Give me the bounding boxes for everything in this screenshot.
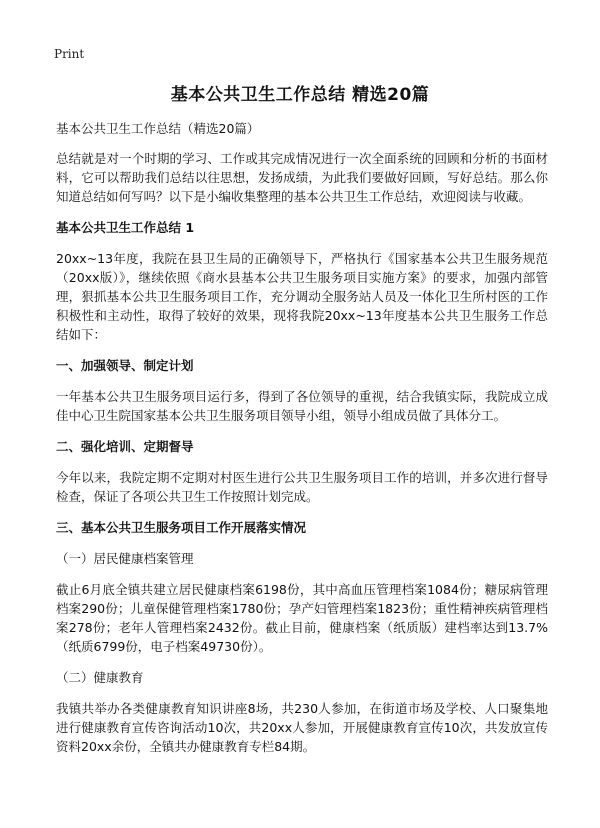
subheading-health-education: （二）健康教育 xyxy=(56,670,144,685)
heading-leadership: 一、加强领导、制定计划 xyxy=(56,358,194,373)
section-1-title: 基本公共卫生工作总结 1 xyxy=(56,220,195,235)
health-records-paragraph: 截止6月底全镇共建立居民健康档案6198份，其中高血压管理档案1084份；糖尿病管理档案290份；儿童保健管理档案1780份；孕产妇管理档案1823份；重性精神疾病管理档案278份；老年人管理档案2432份。截止目前，健康档案（纸质版）建档率达到13.7%（纸质6799份，电子档案49730份）。 xyxy=(56,582,548,654)
page-title: 基本公共卫生工作总结 精选20篇 xyxy=(170,85,430,105)
document-body xyxy=(56,119,548,768)
leadership-paragraph: 一年基本公共卫生服务项目运行多，得到了各位领导的重视，结合我镇实际，我院成立成佳中心卫生院国家基本公共卫生服务项目领导小组，领导小组成员做了具体分工。 xyxy=(56,389,548,423)
document-subtitle: 基本公共卫生工作总结（精选20篇） xyxy=(56,121,260,136)
subheading-health-records: （一）居民健康档案管理 xyxy=(56,551,194,566)
health-education-paragraph: 我镇共举办各类健康教育知识讲座8场，共230人参加，在街道市场及学校、人口聚集地进行健康教育宣传咨询活动10次，共20xx人参加，开展健康教育宣传10次，共发放宣传资料20xx余份，全镇共办健康教育专栏84期。 xyxy=(56,701,548,754)
print-link[interactable]: Print xyxy=(54,47,85,61)
section-1-paragraph: 20xx~13年度，我院在县卫生局的正确领导下，严格执行《国家基本公共卫生服务规范（20xx版）》，继续依照《商水县基本公共卫生服务项目实施方案》的要求，加强内部管理，狠抓基本公共卫生服务项目工作，充分调动全服务站人员及一体化卫生所村医的工作积极性和主动性，取得了较好的效果，现将我院20xx~13年度基本公共卫生服务工作总结如下： xyxy=(56,251,548,342)
intro-paragraph: 总结就是对一个时期的学习、工作或其完成情况进行一次全面系统的回顾和分析的书面材料，它可以帮助我们总结以往思想，发扬成绩，为此我们要做好回顾，写好总结。那么你知道总结如何写吗？以下是小编收集整理的基本公共卫生工作总结，欢迎阅读与收藏。 xyxy=(56,151,548,204)
heading-training: 二、强化培训、定期督导 xyxy=(56,439,194,454)
heading-implementation: 三、基本公共卫生服务项目工作开展落实情况 xyxy=(56,520,307,535)
training-paragraph: 今年以来，我院定期不定期对村医生进行公共卫生服务项目工作的培训，并多次进行督导检查，保证了各项公共卫生工作按照计划完成。 xyxy=(56,470,548,504)
